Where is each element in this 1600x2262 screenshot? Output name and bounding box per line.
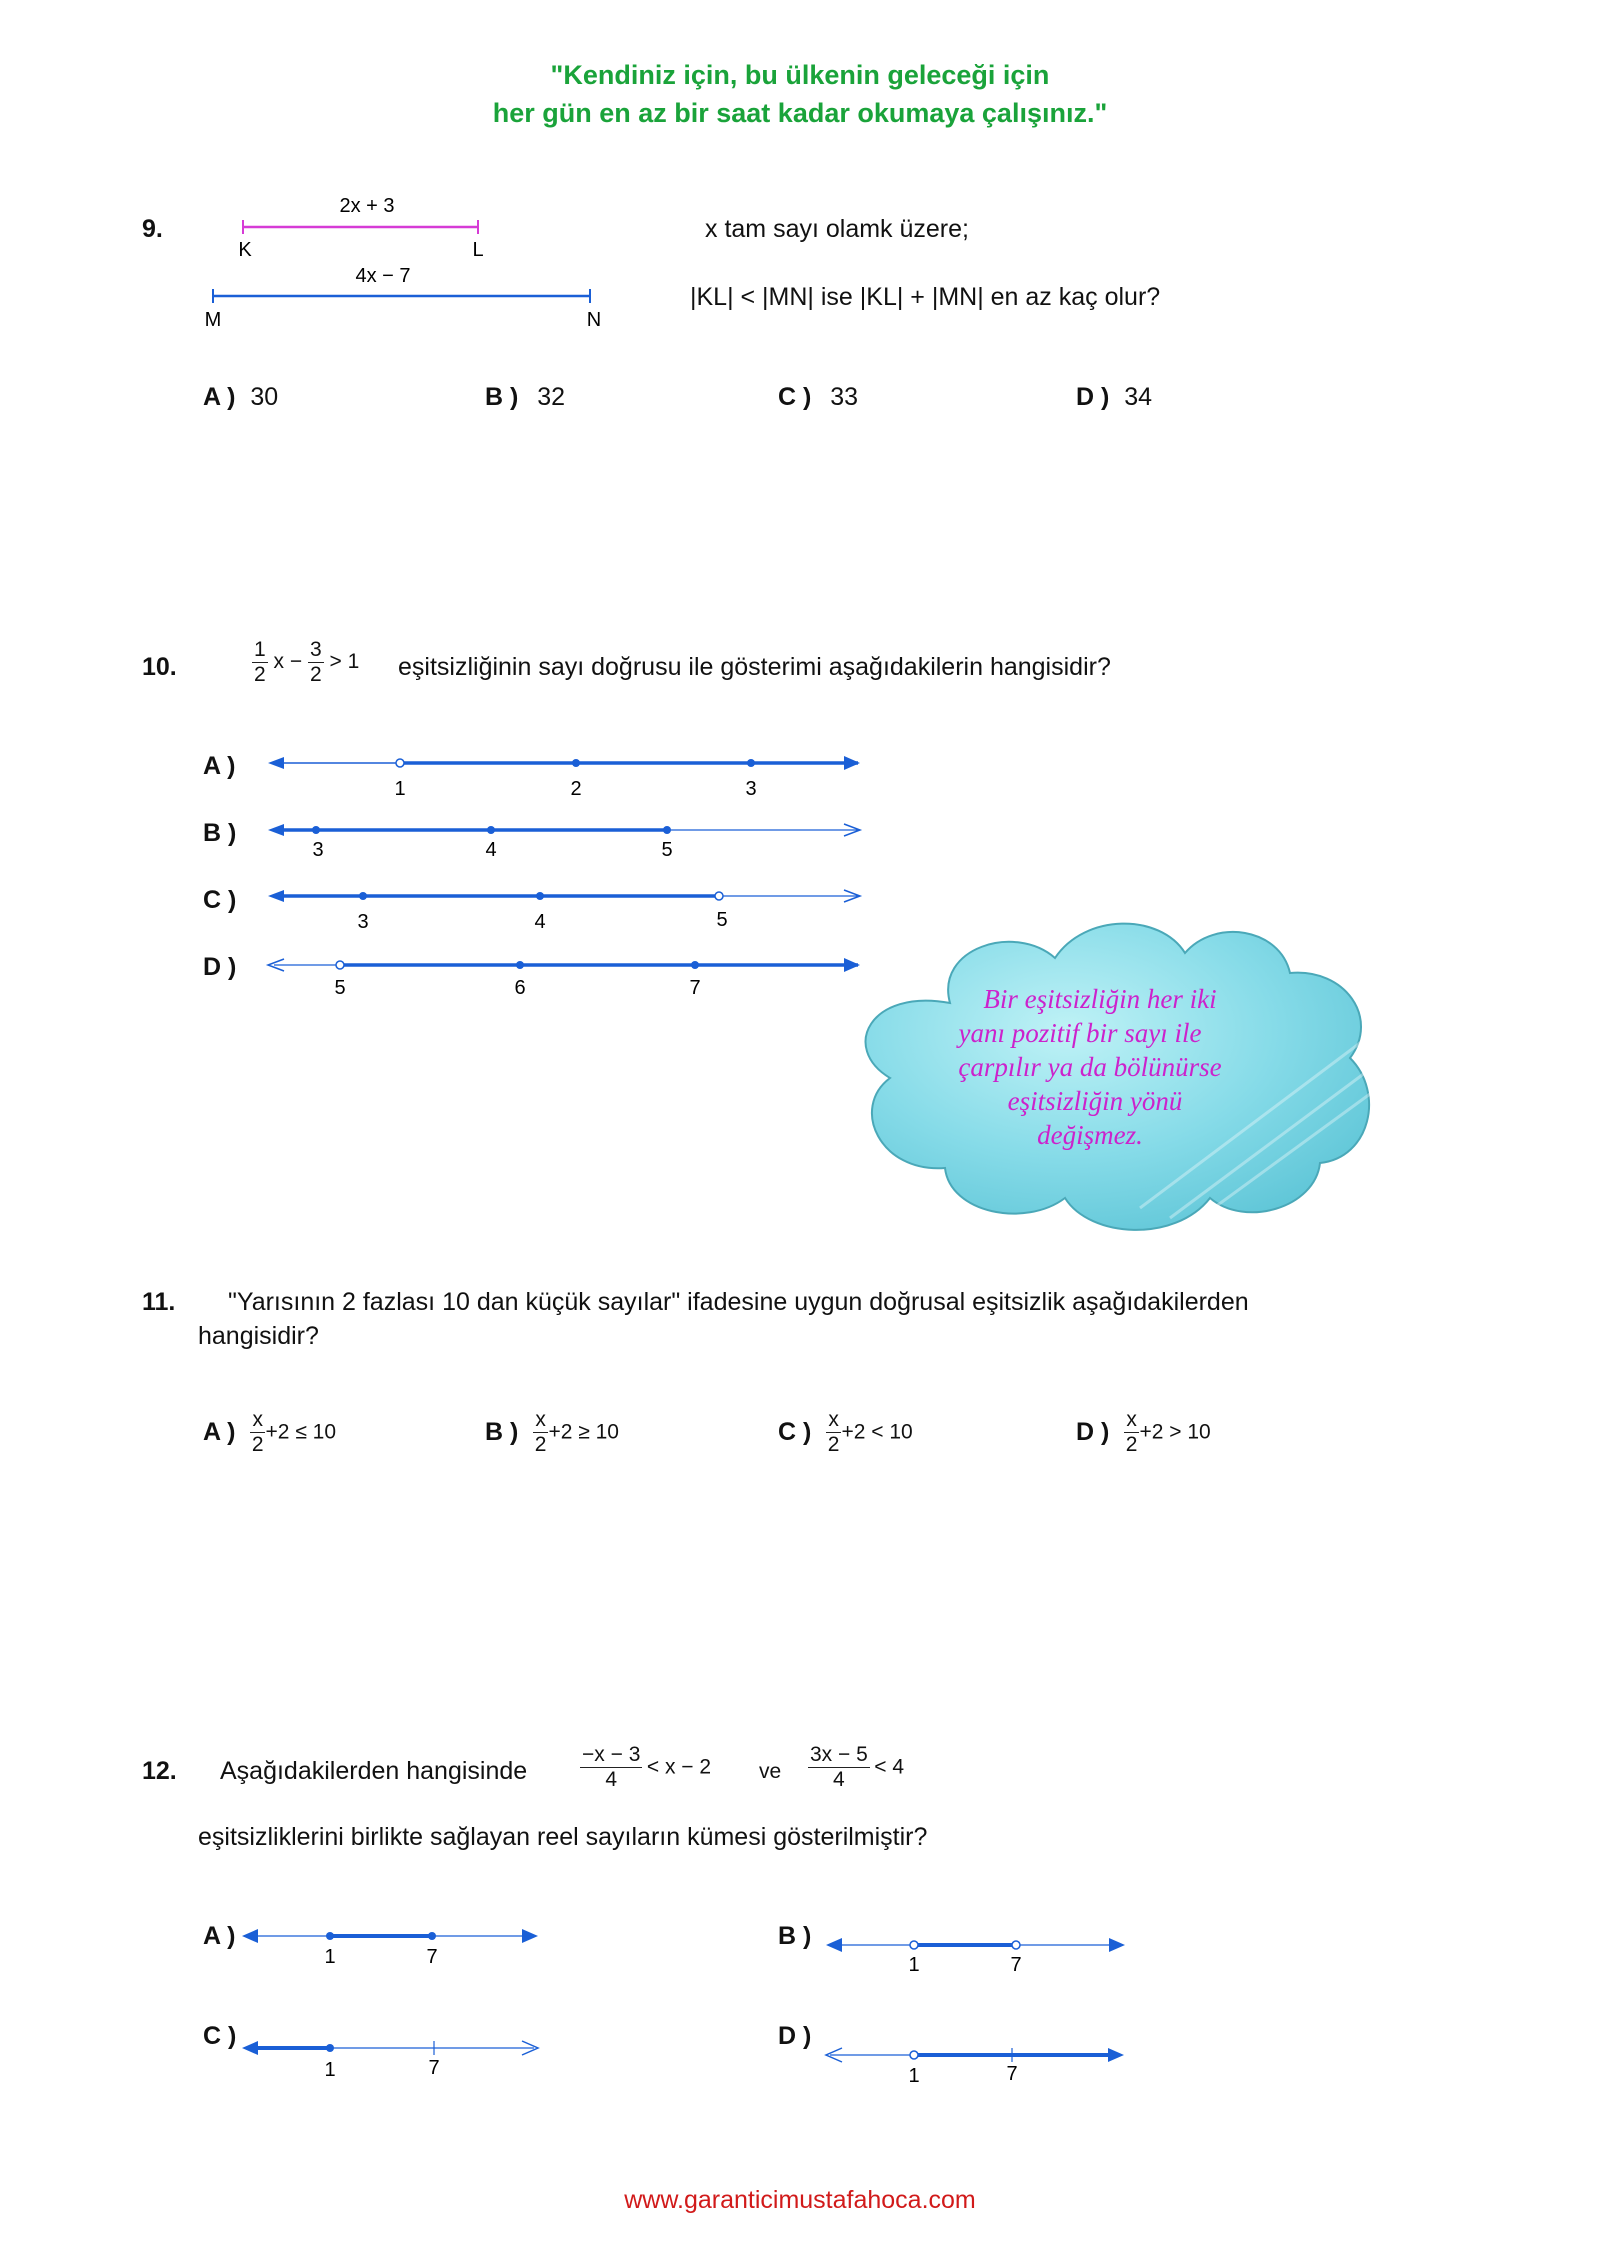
q11-option-b[interactable]: B ) $\frac{x}{2}$ +2 ≥ 10 [485,1408,619,1456]
q9-option-b[interactable]: B ) 32 [485,383,566,411]
point-l-label: L [472,239,484,261]
q12-option-c-label[interactable]: C ) [203,2022,237,2050]
q12-inequality-2: $\frac{3x - 5}{4}$ < 4 [810,1743,905,1791]
point-n-label: N [586,309,602,331]
open-point [396,759,404,767]
q10-option-d-numberline[interactable] [260,947,870,1007]
svg-text:6: 6 [514,977,526,999]
svg-text:5: 5 [716,909,728,931]
q12-option-a-numberline[interactable] [238,1916,548,1966]
q10-text: eşitsizliğinin sayı doğrusu ile gösterimi aşağıdakilerin hangisidir? [398,653,1111,681]
q10-option-d-label[interactable]: D ) [203,953,237,981]
svg-text:3: 3 [312,839,324,861]
svg-text:5: 5 [661,839,673,861]
q12-option-d-numberline[interactable] [822,2035,1132,2090]
q9-option-c[interactable]: C ) 33 [778,383,859,411]
q10-option-a-label[interactable]: A ) [203,752,236,780]
q12-option-b-label[interactable]: B ) [778,1922,812,1950]
q10-option-b-numberline[interactable] [260,812,870,872]
kl-length-label: 2x + 3 [339,195,395,217]
q12-option-b-numberline[interactable] [822,1925,1132,1975]
svg-text:7: 7 [426,1946,438,1966]
q11-option-d[interactable]: D ) $\frac{x}{2}$ +2 > 10 [1076,1408,1211,1456]
svg-text:7: 7 [428,2057,440,2079]
q10-option-a-numberline[interactable] [260,745,870,805]
q9-option-a[interactable]: A ) 30 [203,383,279,411]
svg-text:1: 1 [908,1954,920,1975]
cloud-text: Bir eşitsizliğin her iki yanı pozitif bir sayı ile çarpılır ya da bölünürse eşitsizliğin yönü değişmez. [958,984,1222,1150]
q12-intro: Aşağıdakilerden hangisinde [220,1757,528,1785]
svg-text:5: 5 [334,977,346,999]
question-12-number: 12. [142,1757,177,1785]
svg-text:3: 3 [745,778,757,800]
q12-inequality-1: $\frac{-x - 3}{4}$ < x − 2 [582,1743,712,1791]
svg-text:1: 1 [394,778,406,800]
svg-text:4: 4 [534,911,546,933]
q10-option-c-label[interactable]: C ) [203,886,237,914]
svg-text:7: 7 [689,977,701,999]
svg-text:1: 1 [324,1946,336,1966]
svg-text:1: 1 [908,2065,920,2087]
q11-text-line-1: "Yarısının 2 fazlası 10 dan küçük sayılar" ifadesine uygun doğrusal eşitsizlik aşağıdakilerden [228,1288,1249,1316]
footer-url[interactable]: www.garanticimustafahoca.com [624,2186,976,2214]
question-11-number: 11. [142,1288,176,1316]
svg-text:4: 4 [485,839,497,861]
q9-option-d[interactable]: D ) 34 [1076,383,1153,411]
q11-text-line-2: hangisidir? [198,1322,319,1350]
mn-length-label: 4x − 7 [355,265,411,287]
q9-text-line-2: |KL| < |MN| ise |KL| + |MN| en az kaç olur? [690,283,1161,311]
q9-segments-figure [190,190,630,340]
q9-text-line-1: x tam sayı olamk üzere; [705,215,969,243]
svg-text:2: 2 [570,778,582,800]
q10-expression: $\frac{1}{2}$ x − $\frac{3}{2}$ > 1 [254,638,360,686]
q11-option-c[interactable]: C ) $\frac{x}{2}$ +2 < 10 [778,1408,913,1456]
q10-option-c-numberline[interactable] [260,878,870,938]
q12-option-d-label[interactable]: D ) [778,2022,812,2050]
question-9-number: 9. [142,215,163,243]
q10-option-b-label[interactable]: B ) [203,819,237,847]
point-k-label: K [238,239,252,261]
svg-text:7: 7 [1006,2063,1018,2085]
svg-text:7: 7 [1010,1954,1022,1975]
header-line-2: her gün en az bir saat kadar okumaya çalışınız." [492,98,1108,128]
q12-option-c-numberline[interactable] [238,2028,548,2083]
svg-text:1: 1 [324,2059,336,2081]
svg-text:3: 3 [357,911,369,933]
q12-ve: ve [759,1760,782,1783]
point-m-label: M [204,309,222,331]
q12-option-a-label[interactable]: A ) [203,1922,236,1950]
q12-text-line-2: eşitsizliklerini birlikte sağlayan reel sayıların kümesi gösterilmiştir? [198,1823,928,1851]
header-line-1: "Kendiniz için, bu ülkenin geleceği için [550,60,1050,90]
q11-option-a[interactable]: A ) $\frac{x}{2}$ +2 ≤ 10 [203,1408,337,1456]
question-10-number: 10. [142,653,177,681]
